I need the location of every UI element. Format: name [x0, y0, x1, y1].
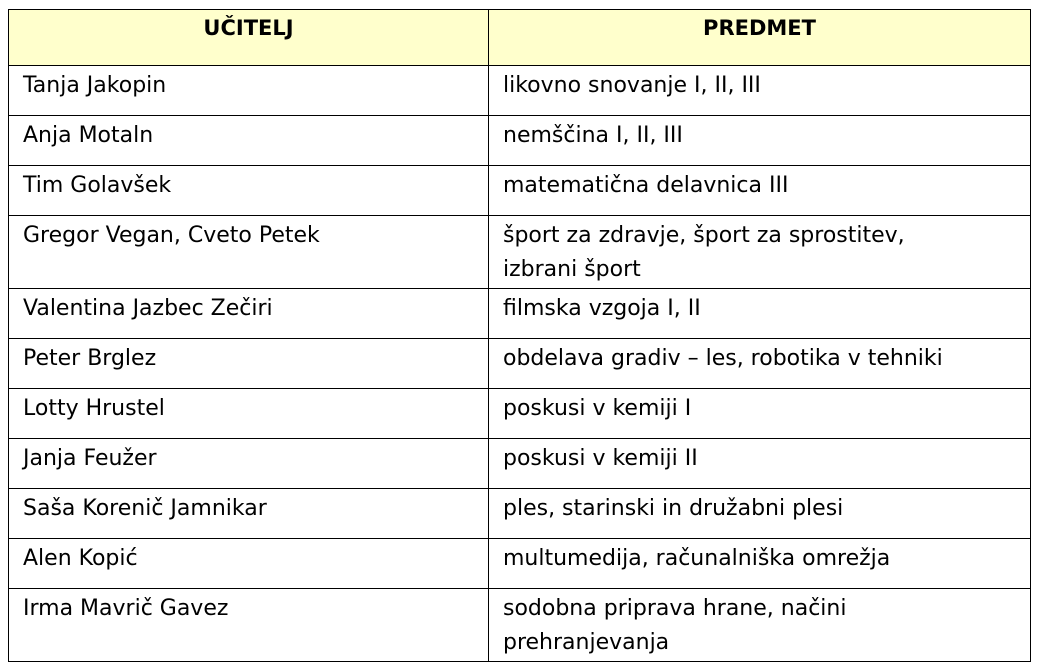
- teacher-cell: Gregor Vegan, Cveto Petek: [9, 216, 489, 289]
- table-row: [9, 116, 1031, 166]
- subject-line: sodobna priprava hrane, načini: [503, 596, 847, 621]
- teacher-cell: Saša Korenič Jamnikar: [9, 489, 489, 539]
- table-row: [9, 66, 1031, 116]
- subject-cell: poskusi v kemiji II: [489, 439, 1031, 489]
- subject-cell: [489, 216, 1031, 289]
- subject-cell: likovno snovanje I, II, III: [489, 66, 1031, 116]
- subject-cell: filmska vzgoja I, II: [489, 289, 1031, 339]
- table-row: [9, 439, 1031, 489]
- teacher-cell: Peter Brglez: [9, 339, 489, 389]
- table-row: [9, 166, 1031, 216]
- teacher-cell: Anja Motaln: [9, 116, 489, 166]
- header-teacher: UČITELJ: [9, 10, 489, 66]
- teacher-cell: Janja Feužer: [9, 439, 489, 489]
- table-row: [9, 589, 1031, 662]
- subject-cell: ples, starinski in družabni plesi: [489, 489, 1031, 539]
- table-row: [9, 389, 1031, 439]
- table-row: [9, 339, 1031, 389]
- table-row: [9, 289, 1031, 339]
- table-row: [9, 489, 1031, 539]
- table-header-row: [9, 10, 1031, 66]
- teacher-cell: Alen Kopić: [9, 539, 489, 589]
- subject-cell: nemščina I, II, III: [489, 116, 1031, 166]
- teacher-cell: Tim Golavšek: [9, 166, 489, 216]
- header-subject: PREDMET: [489, 10, 1031, 66]
- table-row: [9, 216, 1031, 289]
- teacher-cell: Valentina Jazbec Zečiri: [9, 289, 489, 339]
- table-row: [9, 539, 1031, 589]
- subject-line: prehranjevanja: [503, 630, 670, 655]
- subject-cell: [489, 589, 1031, 662]
- subject-line: izbrani šport: [503, 257, 641, 282]
- teacher-subject-table: [8, 9, 1031, 662]
- subject-cell: poskusi v kemiji I: [489, 389, 1031, 439]
- teacher-cell: Tanja Jakopin: [9, 66, 489, 116]
- subject-line: šport za zdravje, šport za sprostitev,: [503, 223, 905, 248]
- subject-cell: obdelava gradiv – les, robotika v tehniki: [489, 339, 1031, 389]
- subject-cell: matematična delavnica III: [489, 166, 1031, 216]
- teacher-cell: Irma Mavrič Gavez: [9, 589, 489, 662]
- subject-cell: multumedija, računalniška omrežja: [489, 539, 1031, 589]
- teacher-cell: Lotty Hrustel: [9, 389, 489, 439]
